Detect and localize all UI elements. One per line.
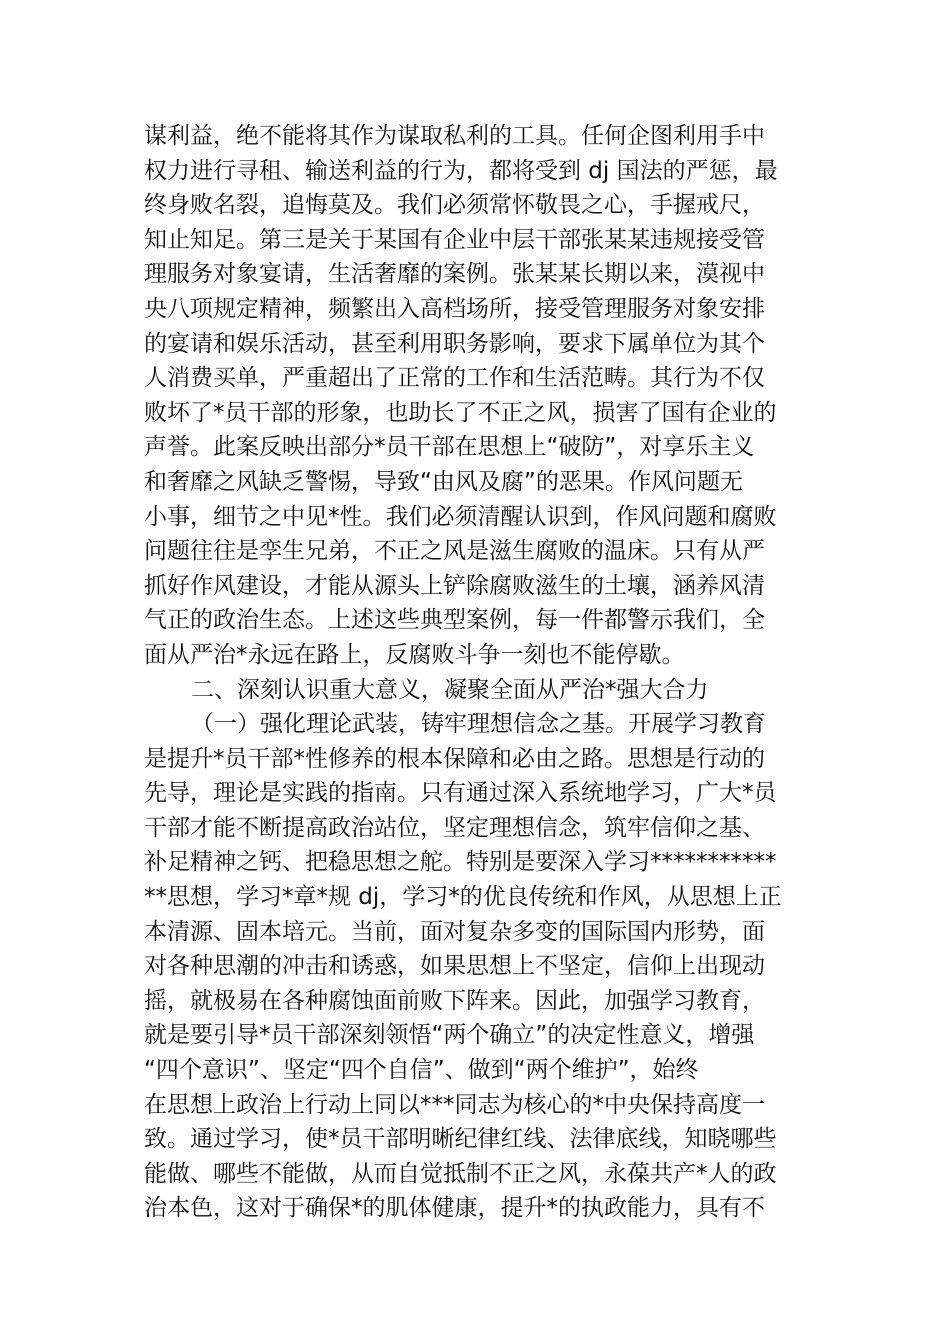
- paragraph-line: 对各种思潮的冲击和诱惑，如果思想上不坚定，信仰上出现动: [144, 953, 765, 980]
- paragraph-line: 干部才能不断提高政治站位，坚定理想信念，筑牢信仰之基、: [144, 814, 765, 841]
- paragraph-line: 的宴请和娱乐活动，甚至利用职务影响，要求下属单位为其个: [144, 330, 765, 357]
- paragraph-line: 抓好作风建设，才能从源头上铲除腐败滋生的土壤，涵养风清: [144, 572, 765, 599]
- paragraph-line: 在思想上政治上行动上同以***同志为核心的*中央保持高度一: [144, 1091, 765, 1118]
- section-heading: 二、深刻认识重大意义，凝聚全面从严治*强大合力: [191, 676, 709, 703]
- paragraph-line: 终身败名裂，追悔莫及。我们必须常怀敬畏之心，手握戒尺，: [144, 192, 765, 219]
- paragraph-line: 治本色，这对于确保*的肌体健康，提升*的执政能力，具有不: [144, 1195, 765, 1222]
- paragraph-line: 就是要引导*员干部深刻领悟“两个确立”的决定性意义，增强: [144, 1022, 755, 1049]
- paragraph-line: 问题往往是孪生兄弟，不正之风是滋生腐败的温床。只有从严: [144, 538, 765, 565]
- paragraph-line: 摇，就极易在各种腐蚀面前败下阵来。因此，加强学习教育，: [144, 987, 765, 1014]
- paragraph-line: 人消费买单，严重超出了正常的工作和生活范畴。其行为不仅: [144, 365, 765, 392]
- paragraph-line: 气正的政治生态。上述这些典型案例，每一件都警示我们，全: [144, 607, 765, 634]
- paragraph-line: 声誉。此案反映出部分*员干部在思想上“破防”，对享乐主义: [144, 434, 755, 461]
- paragraph-line: 是提升*员干部*性修养的根本保障和必由之路。思想是行动的: [144, 745, 765, 772]
- paragraph-line: 败坏了*员干部的形象，也助长了不正之风，损害了国有企业的: [144, 399, 777, 426]
- paragraph-line: “四个意识”、坚定“四个自信”、做到“两个维护”，始终: [144, 1057, 699, 1084]
- paragraph-line: 和奢靡之风缺乏警惕，导致“由风及腐”的恶果。作风问题无: [144, 468, 743, 495]
- paragraph-line: 小事，细节之中见*性。我们必须清醒认识到，作风问题和腐败: [144, 503, 777, 530]
- paragraph-line: 权力进行寻租、输送利益的行为，都将受到 dj 国法的严惩，最: [144, 157, 778, 184]
- paragraph-line: 谋利益，绝不能将其作为谋取私利的工具。任何企图利用手中: [144, 123, 765, 149]
- subsection-first-line: （一）强化理论武装，铸牢理想信念之基。开展学习教育: [191, 711, 766, 738]
- paragraph-line: 知止知足。第三是关于某国有企业中层干部张某某违规接受管: [144, 226, 765, 253]
- paragraph-line: 理服务对象宴请，生活奢靡的案例。张某某长期以来，漠视中: [144, 261, 765, 288]
- paragraph-line: 先导，理论是实践的指南。只有通过深入系统地学习，广大*员: [144, 780, 777, 807]
- paragraph-line: 本清源、固本培元。当前，面对复杂多变的国际国内形势，面: [144, 918, 765, 945]
- paragraph-line: 能做、哪些不能做，从而自觉抵制不正之风，永葆共产*人的政: [144, 1160, 777, 1187]
- paragraph-line: 面从严治*永远在路上，反腐败斗争一刻也不能停歇。: [144, 641, 685, 668]
- paragraph-line: **思想，学习*章*规 dj，学习*的优良传统和作风，从思想上正: [144, 884, 782, 911]
- document-body: [144, 119, 808, 1226]
- paragraph-line: 央八项规定精神，频繁出入高档场所，接受管理服务对象安排: [144, 295, 765, 322]
- paragraph-line: 补足精神之钙、把稳思想之舵。特别是要深入学习***********: [144, 849, 777, 876]
- paragraph-line: 致。通过学习，使*员干部明晰纪律红线、法律底线，知晓哪些: [144, 1126, 777, 1153]
